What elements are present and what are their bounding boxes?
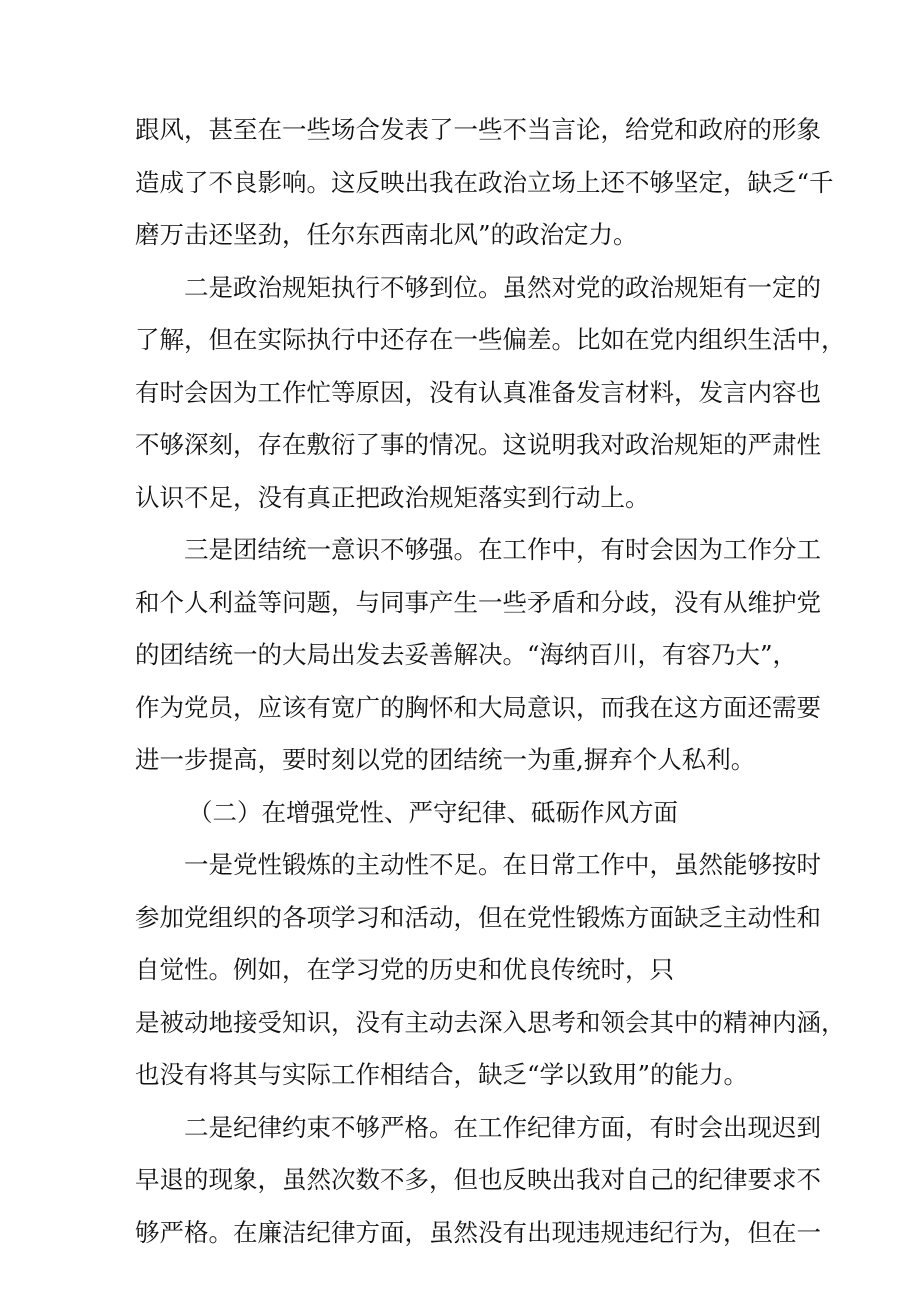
text-line: 造成了不良影响。这反映出我在政治立场上还不够坚定，缺乏“千 bbox=[135, 167, 834, 197]
document-body bbox=[135, 104, 846, 1259]
text-line: 是被动地接受知识，没有主动去深入思考和领会其中的精神内涵， bbox=[135, 1007, 846, 1037]
text-line: 和个人利益等问题，与同事产生一些矛盾和分歧，没有从维护党 bbox=[135, 587, 821, 617]
text-line: 了解，但在实际执行中还存在一些偏差。比如在党内组织生活中， bbox=[135, 325, 846, 354]
text-line: 认识不足，没有真正把政治规矩落实到行动上。 bbox=[135, 482, 650, 512]
section-heading: （二）在增强党性、严守纪律、砥砺作风方面 bbox=[188, 797, 678, 827]
text-line: 进一步提高，要时刻以党的团结统一为重,摒弃个人私利。 bbox=[135, 745, 756, 774]
text-line: 磨万击还坚劲，任尔东西南北风”的政治定力。 bbox=[135, 220, 638, 249]
text-line: 够严格。在廉洁纪律方面，虽然没有出现违规违纪行为，但在一 bbox=[135, 1217, 821, 1247]
paragraph-start-line: 一是党性锻炼的主动性不足。在日常工作中，虽然能够按时 bbox=[184, 850, 821, 879]
text-line: 作为党员，应该有宽广的胸怀和大局意识，而我在这方面还需要 bbox=[135, 692, 821, 722]
text-line: 跟风，甚至在一些场合发表了一些不当言论，给党和政府的形象 bbox=[135, 115, 821, 144]
paragraph-start-line: 三是团结统一意识不够强。在工作中，有时会因为工作分工 bbox=[184, 535, 821, 564]
text-line: 有时会因为工作忙等原因，没有认真准备发言材料，发言内容也 bbox=[135, 377, 821, 407]
paragraph-start-line: 二是政治规矩执行不够到位。虽然对党的政治规矩有一定的 bbox=[184, 272, 821, 302]
text-line: 自觉性。例如，在学习党的历史和优良传统时，只 bbox=[135, 955, 674, 984]
text-line: 的团结统一的大局出发去妥善解决。“海纳百川，有容乃大”， bbox=[135, 640, 798, 669]
text-line: 参加党组织的各项学习和活动，但在党性锻炼方面缺乏主动性和 bbox=[135, 902, 821, 932]
paragraph-start-line: 二是纪律约束不够严格。在工作纪律方面，有时会出现迟到 bbox=[184, 1112, 821, 1142]
text-line: 也没有将其与实际工作相结合，缺乏“学以致用”的能力。 bbox=[135, 1060, 749, 1089]
text-line: 早退的现象，虽然次数不多，但也反映出我对自己的纪律要求不 bbox=[135, 1165, 821, 1194]
text-line: 不够深刻，存在敷衍了事的情况。这说明我对政治规矩的严肃性 bbox=[135, 430, 821, 459]
